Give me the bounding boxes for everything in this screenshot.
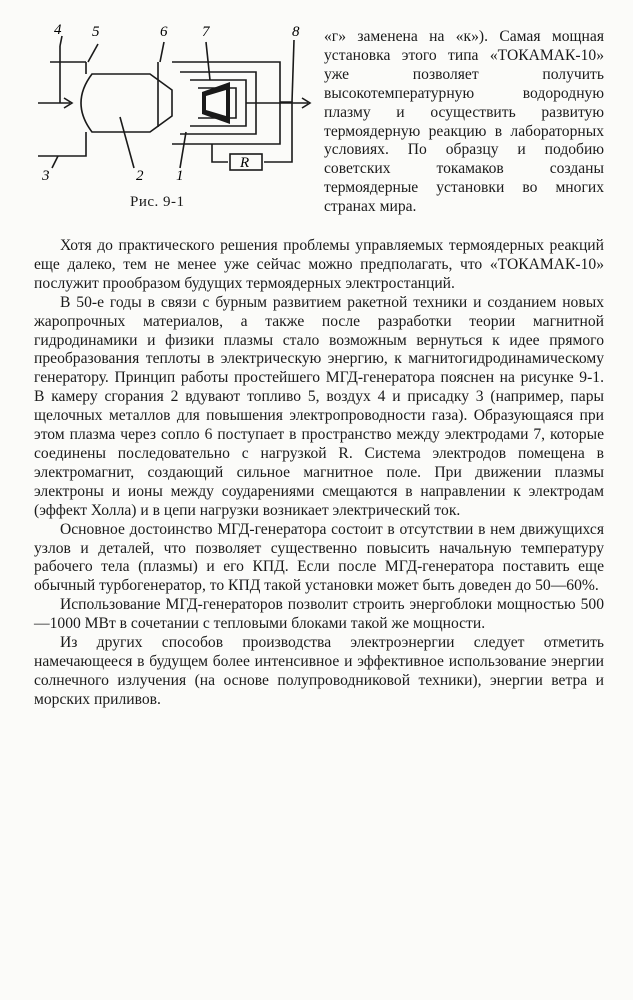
figure-mhd-generator [30, 22, 320, 222]
paragraph-2: В 50-е годы в связи с бурным развитием ракетной техники и созданием новых жаропрочных материалов, а также после разработки теории магнитной гидродинамики и физики плазмы стало возможным вернуться к идее прямого преобразования теплоты в электрическую энергию, к магнитогидродинамическому генератору. Принцип работы простейшего МГД-генератора пояснен на рисунке 9-1. В камеру сгорания 2 вдувают топливо 5, воздух 4 и присадку 3 (например, пары щелочных металлов для повышения электропроводности газа). Образующаяся при этом плазма через сопло 6 поступает в пространство между электродами 7, которые соединены последовательно с нагрузкой R. Система электродов помещена в электромагнит, создающий сильное магнитное поле. При движении плазмы электроны и ионы между соударениями смещаются в направлении к электродам (эффект Холла) и в цепи нагрузки возникает электрический ток. [34, 293, 604, 519]
fig-label-2: 2 [136, 168, 144, 184]
fig-label-3: 3 [42, 168, 50, 184]
mhd-generator-diagram [30, 22, 320, 222]
figure-caption: Рис. 9-1 [130, 194, 185, 210]
fig-label-4: 4 [54, 22, 62, 38]
side-column-text [324, 28, 604, 217]
paragraph-1: Хотя до практического решения проблемы управляемых термоядерных реакций еще далеко, тем не менее уже сейчас можно предполагать, что «ТОКАМАК-10» послужит прообразом будущих термоядерных электростанций. [34, 237, 604, 292]
paragraph-4: Использование МГД-генераторов позволит строить энергоблоки мощностью 500—1000 МВт в сочетании с тепловыми блоками такой же мощности. [34, 596, 604, 633]
paragraph-3: Основное достоинство МГД-генератора состоит в отсутствии в нем движущихся узлов и деталей, что позволяет существенно повысить начальную температуру рабочего тела (плазмы) и его КПД. Если после МГД-генератора поставить еще обычный турбогенератор, то КПД такой установки может быть доведен до 50—60%. [34, 520, 604, 595]
fig-label-5: 5 [92, 24, 100, 40]
side-paragraph: «г» заменена на «к»). Самая мощная установка этого типа «ТОКАМАК-10» уже позволяет получить высокотемпературную водородную плазму и осуществить развитую термоядерную реакцию в лабораторных условиях. По образцу и подобию советских токамаков созданы термоядерные установки во многих странах мира. [324, 28, 604, 216]
fig-label-7: 7 [202, 24, 210, 40]
fig-label-8: 8 [292, 24, 300, 40]
main-text [34, 237, 604, 710]
fig-label-6: 6 [160, 24, 168, 40]
fig-label-R: R [240, 155, 250, 171]
paragraph-5: Из других способов производства электроэнергии следует отметить намечающееся в будущем более интенсивное и эффективное использование энергии солнечного излучения (на основе полупроводниковой техники), энергии ветра и морских приливов. [34, 634, 604, 708]
fig-label-1: 1 [176, 168, 184, 184]
